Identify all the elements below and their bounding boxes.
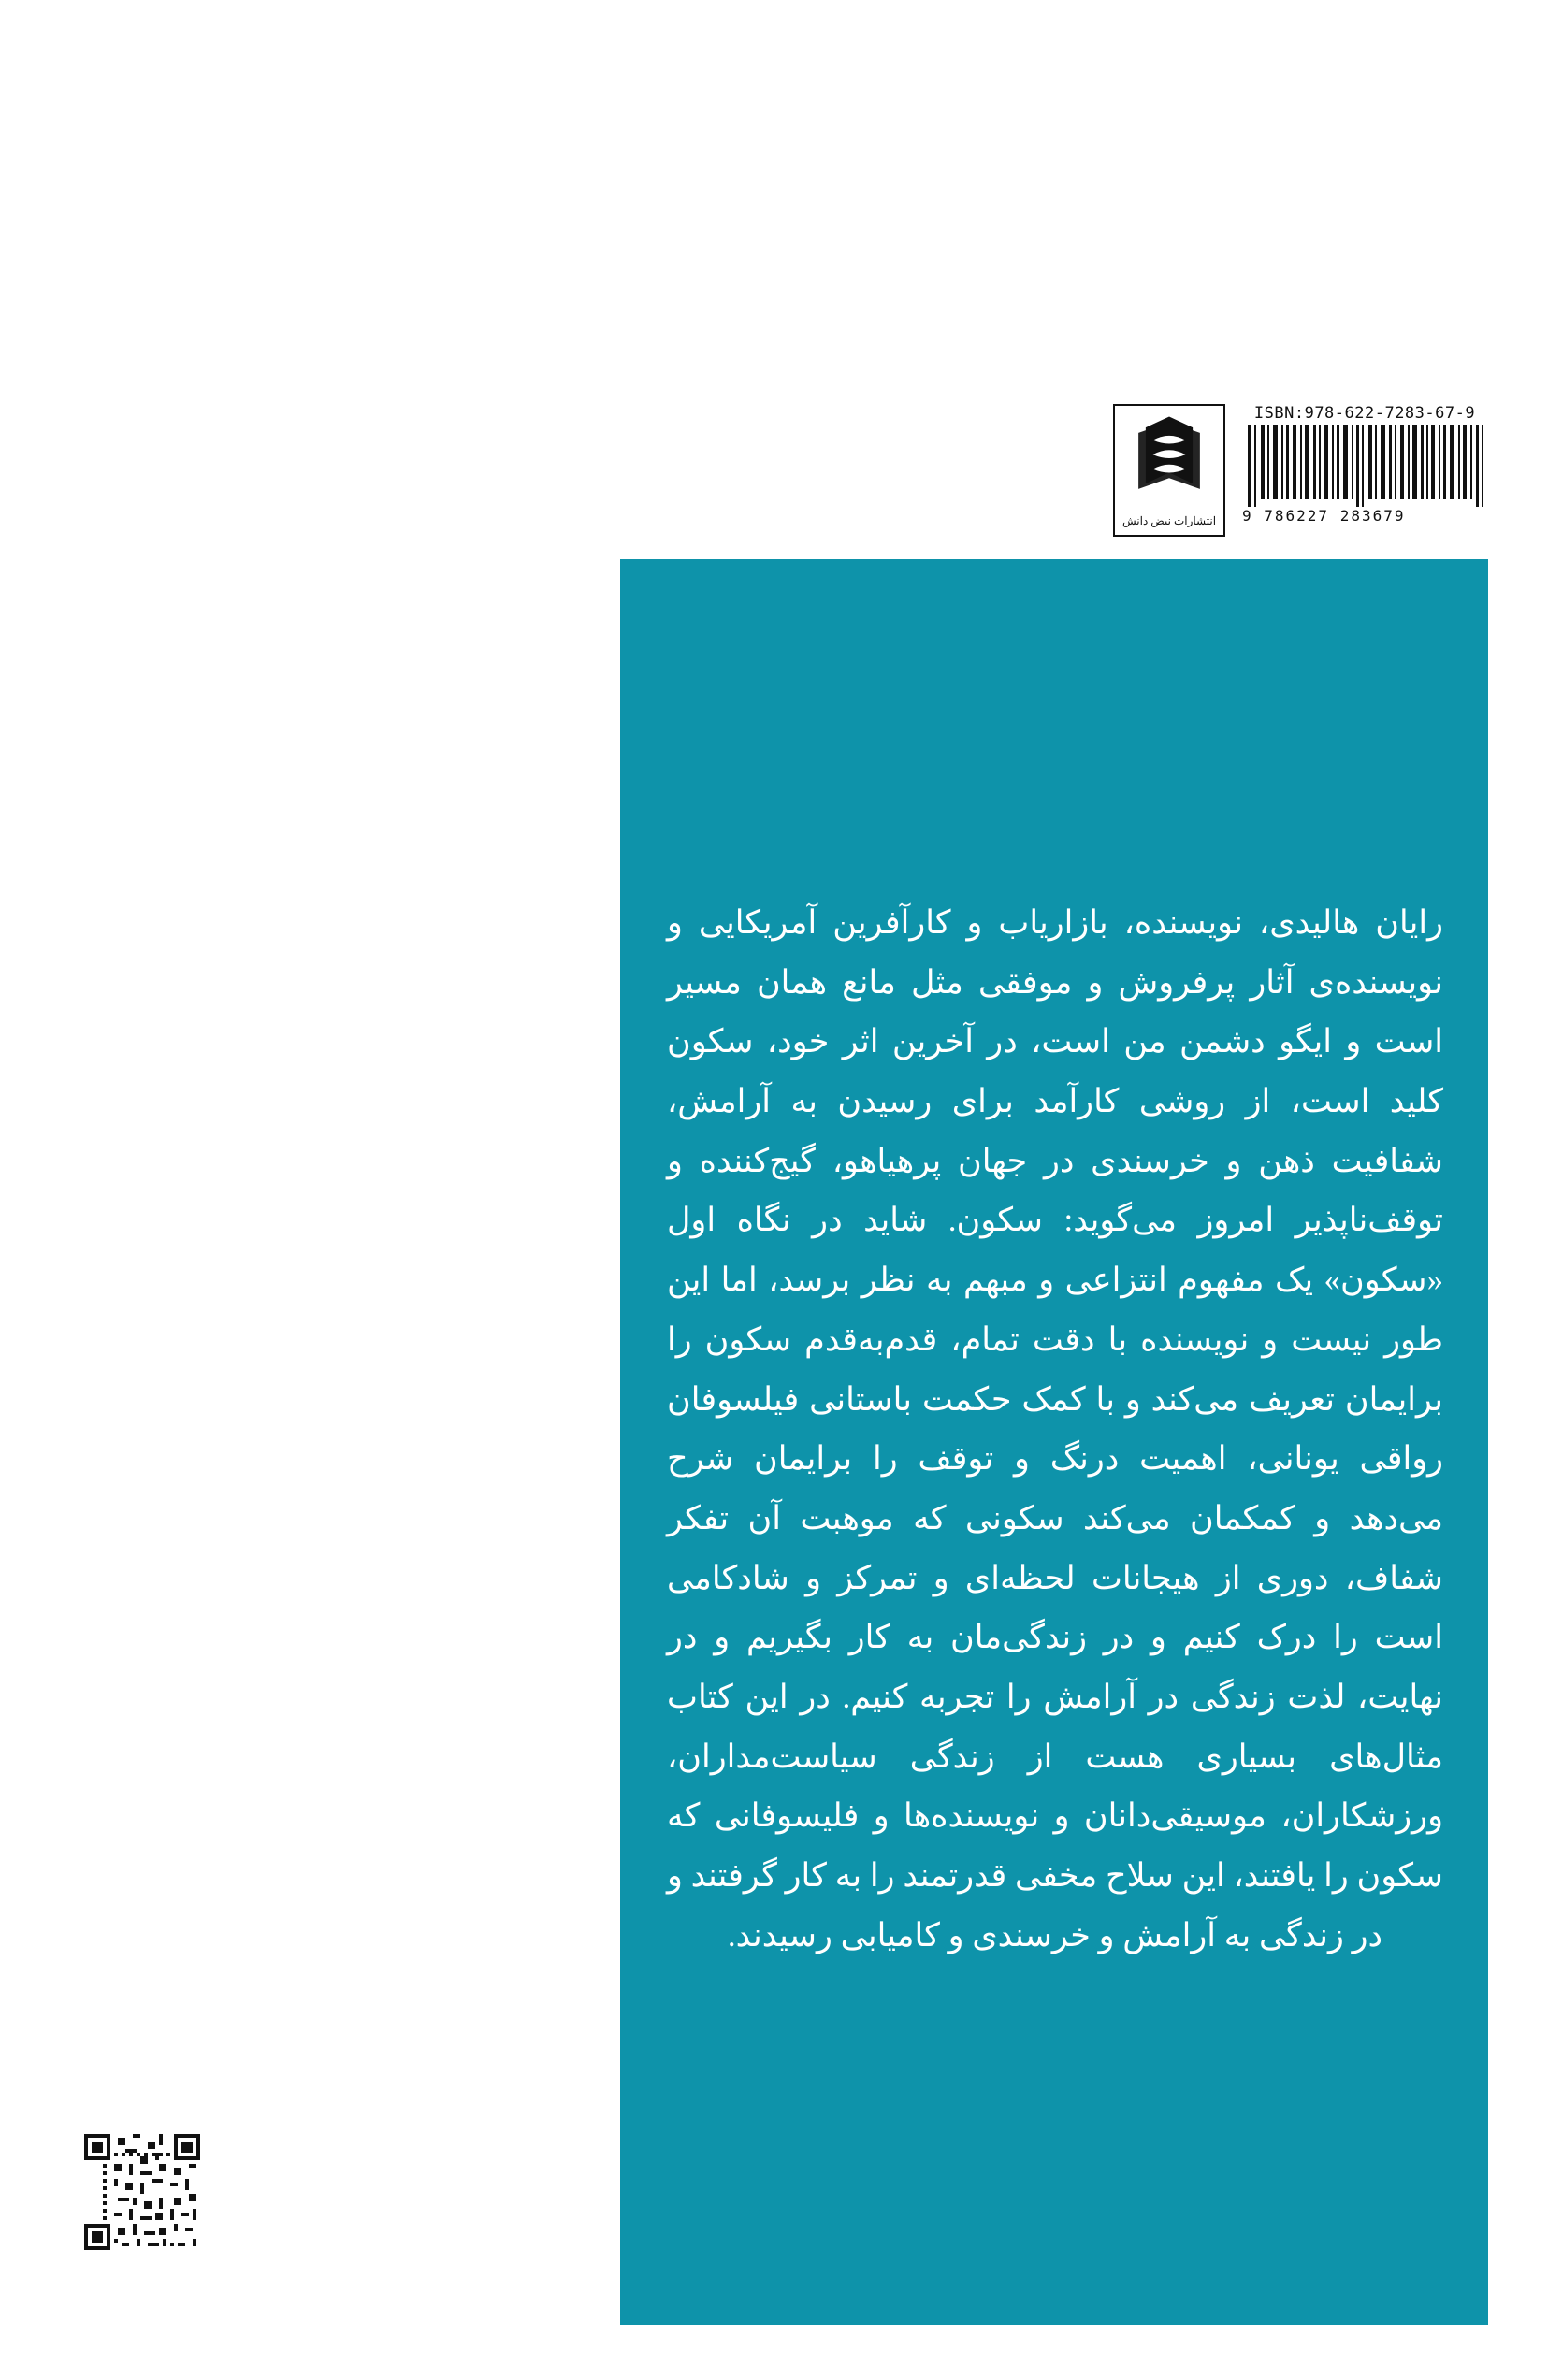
back-cover-blurb: رایان هالیدی، نویسنده، بازاریاب و کارآفرین آمریکایی و نویسنده‌ی آثار پرفروش و موفقی مثل مانع همان مسیر است و ایگو دشمن من است، در آخرین اثر خود، سکون کلید است، از روشی کارآمد برای رسیدن به آرامش، شفافیت ذهن و خرسندی در جهان پرهیاهو، گیج‌کننده و توقف‌ناپذیر امروز می‌گوید: سکون. شاید در نگاه اول «سکون» یک مفهوم انتزاعی و مبهم به نظر برسد، اما این طور نیست و نویسنده با دقت تمام، قدم‌به‌قدم سکون را برایمان تعریف می‌کند و با کمک حکمت باستانی فیلسوفان رواقی یونانی، اهمیت درنگ و توقف را برایمان شرح می‌دهد و کمکمان می‌کند سکونی که موهبت آن تفکر شفاف، دوری از هیجانات لحظه‌ای و تمرکز و شادکامی است را درک کنیم و در زندگی‌مان به کار بگیریم و در نهایت، لذت زندگی در آرامش را تجربه کنیم. در این کتاب مثال‌های بسیاری هست از زندگی سیاست‌مداران، ورزشکاران، موسیقی‌دانان و نویسنده‌ها و فلیسوفانی که سکون را یافتند، این سلاح مخفی قدرتمند را به کار گرفتند و در زندگی به آرامش و خرسندی و کامیابی رسیدند. [667, 904, 1443, 1954]
qr-code[interactable] [80, 2130, 204, 2254]
publisher-logo [1113, 404, 1225, 537]
barcode-digits: 9 786227 283679 [1242, 507, 1406, 525]
barcode-bars-icon [1242, 425, 1487, 507]
book-logo-icon [1115, 411, 1223, 505]
barcode [1242, 425, 1487, 526]
isbn-barcode-block [1113, 404, 1487, 549]
qr-code-icon [80, 2130, 204, 2254]
publisher-name: انتشارات نبض دانش [1121, 514, 1217, 527]
isbn-label: ISBN:978-622-7283-67-9 [1253, 404, 1476, 423]
